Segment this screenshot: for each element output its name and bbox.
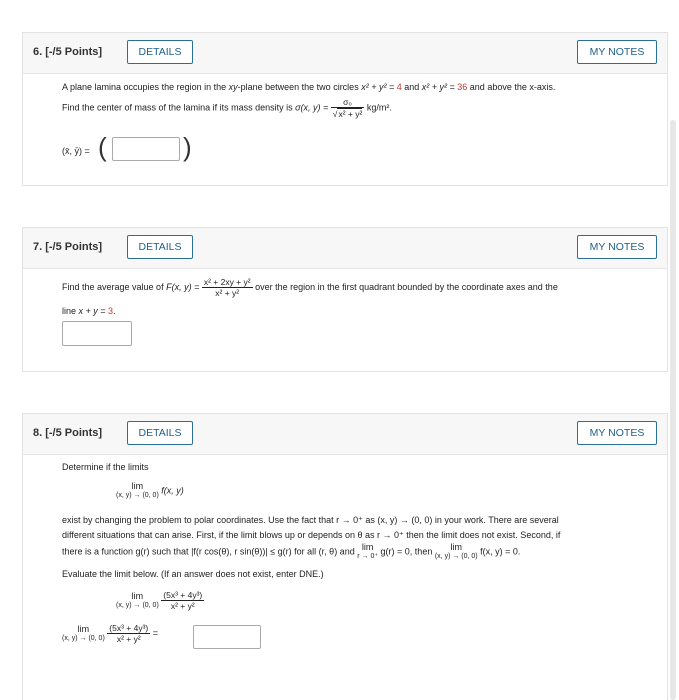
question-7-header [23, 228, 667, 269]
question-8-intro: Determine if the limits [62, 462, 149, 472]
close-paren: ) [183, 132, 192, 162]
limit-answer-input[interactable] [193, 625, 261, 649]
my-notes-button[interactable]: MY NOTES [577, 40, 657, 64]
question-8-para-1: exist by changing the problem to polar coordinates. Use the fact that r → 0⁺ as (x, y) → (0, 0) in your work. There are several [62, 515, 559, 525]
question-8-para-3: there is a function g(r) such that |f(r cos(θ), r sin(θ))| ≤ g(r) for all (r, θ) and lim r → 0⁺ g(r) = 0, then lim (x, y) → (0, 0) f(x, y) = 0. [62, 542, 521, 560]
question-6-statement: A plane lamina occupies the region in the xy-plane between the two circles x² + y² = 4 and x² + y² = 36 and above the x-axis. [62, 82, 556, 92]
details-button[interactable]: DETAILS [127, 421, 193, 445]
open-paren: ( [98, 132, 107, 162]
question-7-line: line x + y = 3. [62, 306, 116, 316]
average-value-input[interactable] [62, 321, 132, 346]
question-8-title: 8. [-/5 Points] [33, 427, 103, 439]
question-6 [22, 32, 668, 186]
limit-f-expression: lim (x, y) → (0, 0) f(x, y) [116, 481, 184, 499]
question-8-evaluate: Evaluate the limit below. (If an answer does not exist, enter DNE.) [62, 569, 324, 579]
my-notes-button[interactable]: MY NOTES [577, 421, 657, 445]
question-6-header [23, 33, 667, 74]
question-8-header [23, 414, 667, 455]
question-6-density-line: Find the center of mass of the lamina if its mass density is σ(x, y) = $\frac{\text{σ₀}}{\text{√x² + y²}}$ kg/m². [62, 97, 392, 119]
density-fraction: $\frac{\text{σ₀}}{\text{√x² + y²}}$ [332, 97, 363, 119]
question-8 [22, 413, 668, 700]
my-notes-button[interactable]: MY NOTES [577, 235, 657, 259]
question-7 [22, 227, 668, 372]
function-fraction: $\frac{\text{x² + 2xy + y²}}{\text{x² + y²}}$ [203, 277, 251, 298]
center-of-mass-label: (x̄, ȳ) = [62, 146, 90, 156]
details-button[interactable]: DETAILS [127, 40, 193, 64]
page-scrollbar[interactable] [670, 120, 676, 700]
limit-expression-answer-line: lim (x, y) → (0, 0) $\frac{\text{(5x³ + 4y³)}}{\text{x² + y²}}$ = [62, 623, 159, 644]
details-button[interactable]: DETAILS [127, 235, 193, 259]
limit-expression-display: lim (x, y) → (0, 0) $\frac{\text{(5x³ + 4y³)}}{\text{x² + y²}}$ [116, 590, 203, 611]
question-6-title: 6. [-/5 Points] [33, 46, 103, 58]
question-7-statement: Find the average value of F(x, y) = $\frac{\text{x² + 2xy + y²}}{\text{x² + y²}}$ over the region in the first quadrant bounded by the coordinate axes and the [62, 277, 558, 298]
question-7-title: 7. [-/5 Points] [33, 241, 103, 253]
question-8-para-2: different situations that can arise. First, if the limit blows up or depends on θ as r → 0⁺ then the limit does not exist. Second, if [62, 530, 561, 540]
center-of-mass-input[interactable] [112, 137, 180, 161]
